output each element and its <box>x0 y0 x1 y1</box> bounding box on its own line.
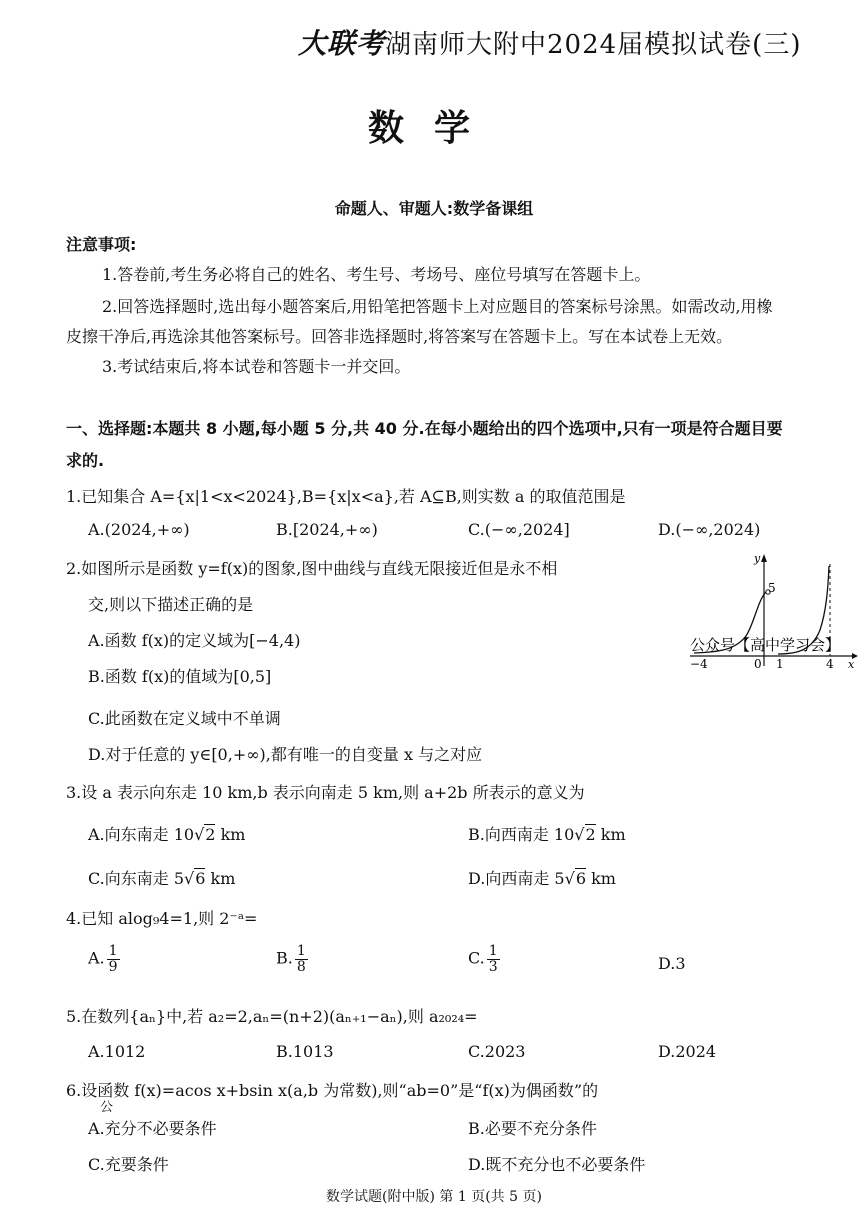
question-6-option-d: D.既不充分也不必要条件 <box>468 1155 646 1174</box>
question-6-option-b: B.必要不充分条件 <box>468 1119 597 1138</box>
x-tick-0: 0 <box>754 657 762 670</box>
y-tick-5: 5 <box>768 581 776 595</box>
y-label: y <box>754 552 761 565</box>
option-a-radicand: 2 <box>205 825 216 844</box>
option-d-text: D.向西南走 5 <box>468 869 565 888</box>
option-c-fraction <box>487 944 500 974</box>
option-c-text: C.向东南走 5 <box>88 869 185 888</box>
question-3-option-a: A.向东南走 10√2 km <box>88 825 246 844</box>
question-2-option-d: D.对于任意的 y∈[0,+∞),都有唯一的自变量 x 与之对应 <box>88 745 483 764</box>
option-c-unit: km <box>210 869 236 888</box>
option-d-radicand: 6 <box>575 869 587 888</box>
question-4-option-d: D.3 <box>658 954 686 973</box>
fraction-numerator: 1 <box>108 943 118 959</box>
question-1-option-b: B.[2024,+∞) <box>276 520 378 539</box>
stray-mark: 公 <box>100 1100 114 1115</box>
option-a-fraction <box>107 944 120 974</box>
fraction-denominator: 8 <box>296 958 306 975</box>
question-2-option-c: C.此函数在定义域中不单调 <box>88 709 281 728</box>
option-b-radicand: 2 <box>585 825 596 844</box>
question-1-option-a: A.(2024,+∞) <box>88 520 190 539</box>
function-graph <box>680 550 860 670</box>
question-6-option-c: C.充要条件 <box>88 1155 169 1174</box>
option-c-radicand: 6 <box>195 869 206 888</box>
question-3-option-d: D.向西南走 5√6 km <box>468 869 616 888</box>
question-2-stem-cont: 交,则以下描述正确的是 <box>88 595 254 614</box>
question-3-option-c: C.向东南走 5√6 km <box>88 869 236 888</box>
question-5-option-a: A.1012 <box>88 1042 146 1061</box>
question-3-option-b: B.向西南走 10√2 km <box>468 825 626 844</box>
notice-item-2-cont: 皮擦干净后,再选涂其他答案标号。回答非选择题时,将答案写在答题卡上。写在本试卷上无效。 <box>66 327 733 346</box>
question-6-option-a: A.充分不必要条件 <box>88 1119 217 1138</box>
option-b-unit: km <box>600 825 626 844</box>
option-c-label: C. <box>468 948 485 968</box>
question-2-option-a: A.函数 f(x)的定义域为[−4,4) <box>88 631 301 650</box>
option-a-text: A.向东南走 10 <box>88 825 195 844</box>
x-tick-1: 1 <box>776 657 784 670</box>
section-1-heading-cont: 求的. <box>66 451 105 470</box>
option-b-label: B. <box>276 948 293 968</box>
notice-heading: 注意事项: <box>66 235 137 254</box>
notice-item-1: 1.答卷前,考生务必将自己的姓名、考生号、考场号、座位号填写在答题卡上。 <box>102 265 651 284</box>
x-label: x <box>848 658 855 670</box>
question-4-stem: 4.已知 alog₉4=1,则 2⁻ᵃ= <box>66 909 258 928</box>
question-2-option-b: B.函数 f(x)的值域为[0,5] <box>88 667 272 686</box>
y-axis-arrow-icon <box>761 554 767 562</box>
question-5-stem: 5.在数列{aₙ}中,若 a₂=2,aₙ=(n+2)(aₙ₊₁−aₙ),则 a₂₀₂₄= <box>66 1007 478 1026</box>
x-tick-4: 4 <box>826 657 834 670</box>
option-a-label: A. <box>88 948 105 968</box>
notice-item-3: 3.考试结束后,将本试卷和答题卡一并交回。 <box>102 357 411 376</box>
question-4-option-c <box>468 944 500 974</box>
question-4-option-b <box>276 944 308 974</box>
question-4-option-a <box>88 944 120 974</box>
question-5-option-d: D.2024 <box>658 1042 717 1061</box>
question-5-option-b: B.1013 <box>276 1042 334 1061</box>
question-1-stem: 1.已知集合 A={x|1<x<2024},B={x|x<a},若 A⊆B,则实数 a 的取值范围是 <box>66 487 626 506</box>
question-1-option-d: D.(−∞,2024) <box>658 520 761 539</box>
authors-line: 命题人、审题人:数学备课组 <box>334 199 534 218</box>
option-a-unit: km <box>220 825 246 844</box>
question-5-option-c: C.2023 <box>468 1042 526 1061</box>
header-title: 湖南师大附中2024届模拟试卷(三) <box>385 30 802 60</box>
fraction-denominator: 3 <box>488 958 498 975</box>
exam-header <box>298 22 801 62</box>
question-6-stem: 6.设函数 f(x)=acos x+bsin x(a,b 为常数),则“ab=0”是“f(x)为偶函数”的 <box>66 1081 599 1100</box>
notice-item-2: 2.回答选择题时,选出每小题答案后,用铅笔把答题卡上对应题目的答案标号涂黑。如需改动,用橡 <box>102 297 773 316</box>
question-1-option-c: C.(−∞,2024] <box>468 520 570 539</box>
question-2-stem: 2.如图所示是函数 y=f(x)的图象,图中曲线与直线无限接近但是永不相 <box>66 559 558 578</box>
subject-title: 数学 <box>367 108 500 149</box>
page-footer: 数学试题(附中版) 第 1 页(共 5 页) <box>326 1189 542 1205</box>
x-tick-neg4: −4 <box>690 657 708 670</box>
option-b-text: B.向西南走 10 <box>468 825 575 844</box>
header-brand: 大联考 <box>298 27 386 60</box>
watermark-text: 公众号【高中学习会】 <box>690 636 841 654</box>
fraction-numerator: 1 <box>296 943 306 959</box>
fraction-numerator: 1 <box>488 943 498 959</box>
fraction-denominator: 9 <box>108 958 118 975</box>
section-1-heading: 一、选择题:本题共 8 小题,每小题 5 分,共 40 分.在每小题给出的四个选项中,只有一项是符合题目要 <box>66 419 783 438</box>
option-b-fraction <box>295 944 308 974</box>
option-d-unit: km <box>591 869 616 888</box>
question-3-stem: 3.设 a 表示向东走 10 km,b 表示向南走 5 km,则 a+2b 所表示的意义为 <box>66 783 585 802</box>
